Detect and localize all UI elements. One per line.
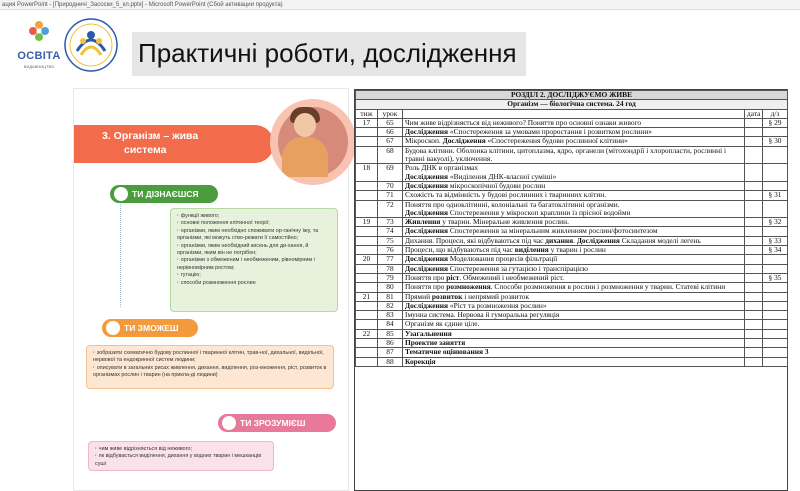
section-understand-box bbox=[88, 441, 274, 471]
cell-date bbox=[745, 255, 763, 264]
cell-week: 19 bbox=[356, 218, 378, 227]
cell-homework bbox=[763, 292, 788, 301]
cell-date bbox=[745, 273, 763, 282]
topic-keyword: ріст bbox=[446, 272, 460, 282]
section-can-label: ТИ ЗМОЖЕШ bbox=[124, 323, 179, 333]
cell-week bbox=[356, 137, 378, 146]
cell-date bbox=[745, 164, 763, 182]
topic-text: «Спостереження будови рослинної клітини» bbox=[485, 136, 628, 146]
topic-text: Роль ДНК в організмах bbox=[405, 163, 479, 173]
topic-text: Процеси, що відбуваються під час bbox=[405, 245, 515, 255]
cell-lesson: 66 bbox=[378, 128, 403, 137]
column-header-homework: д/з bbox=[763, 109, 788, 118]
cell-week bbox=[356, 181, 378, 190]
cell-homework bbox=[763, 146, 788, 164]
cell-homework bbox=[763, 311, 788, 320]
brain-icon bbox=[222, 416, 236, 430]
topic-text: «Спостереження за умовами проростання і розвитком рослини» bbox=[448, 127, 652, 137]
topic-keyword: Живлення bbox=[405, 217, 441, 227]
cell-date bbox=[745, 128, 763, 137]
cell-date bbox=[745, 320, 763, 329]
column-header-week: тиж bbox=[356, 109, 378, 118]
topic-text: Поняття про одноклітинні, колоніальні та багатоклітинні організми. bbox=[405, 199, 620, 209]
flower-icon bbox=[28, 20, 50, 44]
cell-lesson: 78 bbox=[378, 264, 403, 273]
cell-topic bbox=[403, 146, 745, 164]
list-item: · організми, яким необхідний кисень для ди-хання, й організми, яким він не потрібен; bbox=[177, 243, 331, 258]
cell-homework bbox=[763, 348, 788, 357]
cell-homework bbox=[763, 283, 788, 292]
cell-week: 18 bbox=[356, 164, 378, 182]
topic-keyword: Дослідження bbox=[405, 300, 449, 310]
table-row bbox=[356, 146, 788, 164]
cell-week: 20 bbox=[356, 255, 378, 264]
cell-week bbox=[356, 146, 378, 164]
column-header-lesson: урок bbox=[378, 109, 403, 118]
cell-week: 21 bbox=[356, 292, 378, 301]
cell-date bbox=[745, 264, 763, 273]
textbook-page bbox=[73, 88, 349, 491]
topic-keyword: виділення bbox=[514, 245, 549, 255]
curriculum-table bbox=[354, 89, 788, 491]
cell-date bbox=[745, 181, 763, 190]
topic-keyword: Дослідження bbox=[405, 226, 449, 236]
list-item: · гутацію; bbox=[177, 272, 331, 279]
window-titlebar: ация PowerPoint - [Природничі_Засоски_5_кл.pptx] - Microsoft PowerPoint (Сбой активации продукта) bbox=[0, 0, 800, 10]
cell-lesson: 72 bbox=[378, 200, 403, 218]
cell-lesson: 71 bbox=[378, 191, 403, 200]
list-item: · описувати в загальних рисах живлення, дихання, виділення, роз-множення, ріст, розвиток в організмах рослин і тварин (на прикла-ді людини) bbox=[93, 365, 327, 380]
cell-lesson: 84 bbox=[378, 320, 403, 329]
section-understand-badge bbox=[218, 414, 336, 432]
section-can-box bbox=[86, 345, 334, 389]
section-learn-label: ТИ ДІЗНАЄШСЯ ПРО bbox=[132, 189, 199, 217]
chapter-title bbox=[102, 129, 198, 157]
cell-homework: § 33 bbox=[763, 236, 788, 245]
list-item: · способи розмноження рослин bbox=[177, 280, 331, 287]
topic-text: Імунна система. Нервова й гуморальна регуляція bbox=[405, 310, 560, 320]
logo-wordmark: ОСВІТА bbox=[17, 50, 61, 62]
topic-text: Складання моделі легень bbox=[619, 235, 701, 245]
cell-lesson: 75 bbox=[378, 236, 403, 245]
table-row bbox=[356, 357, 788, 366]
list-item: · організми, яким необхідно споживати ор-ганічну їжу, та організми, які можуть ство-рювати її самостійно; bbox=[177, 228, 331, 243]
cell-date bbox=[745, 200, 763, 218]
osvita-logo bbox=[16, 20, 62, 78]
cell-week bbox=[356, 227, 378, 236]
cell-date bbox=[745, 311, 763, 320]
topic-keyword: Дослідження bbox=[405, 180, 449, 190]
cell-topic bbox=[403, 357, 745, 366]
cell-lesson: 73 bbox=[378, 218, 403, 227]
cell-homework: § 34 bbox=[763, 246, 788, 255]
chapter-photo bbox=[270, 99, 356, 185]
cell-homework: § 30 bbox=[763, 137, 788, 146]
column-header-date: дата bbox=[745, 109, 763, 118]
cell-homework bbox=[763, 255, 788, 264]
cell-week bbox=[356, 357, 378, 366]
cell-homework: § 32 bbox=[763, 218, 788, 227]
topic-text: Спостереження за гутацією і транспірацією bbox=[448, 263, 588, 273]
cell-week bbox=[356, 311, 378, 320]
cell-date bbox=[745, 329, 763, 338]
logo-subtitle: ВИДАВНИЦТВО bbox=[23, 64, 55, 69]
cell-week bbox=[356, 283, 378, 292]
topic-text: Мікроскоп. bbox=[405, 136, 443, 146]
hand-icon bbox=[106, 321, 120, 335]
cell-date bbox=[745, 146, 763, 164]
cell-date bbox=[745, 348, 763, 357]
table-row bbox=[356, 164, 788, 182]
topic-keyword: Узагальнення bbox=[405, 328, 452, 338]
cell-week bbox=[356, 273, 378, 282]
cell-date bbox=[745, 218, 763, 227]
topic-text: мікроскопічної будови рослин bbox=[448, 180, 546, 190]
cell-date bbox=[745, 246, 763, 255]
cell-week: 22 bbox=[356, 329, 378, 338]
cell-homework bbox=[763, 357, 788, 366]
topic-keyword: Тематичне оцінювання 3 bbox=[405, 347, 489, 357]
cell-date bbox=[745, 292, 763, 301]
chapter-title-line2: система bbox=[124, 144, 167, 156]
cell-week bbox=[356, 301, 378, 310]
cell-date bbox=[745, 283, 763, 292]
lightbulb-icon bbox=[114, 187, 128, 201]
cell-week bbox=[356, 348, 378, 357]
list-item: · організми з обмеженим і необмеженим, рівномірним і нерівномірним ростом; bbox=[177, 257, 331, 272]
cell-homework bbox=[763, 320, 788, 329]
cell-homework bbox=[763, 301, 788, 310]
cell-lesson: 82 bbox=[378, 301, 403, 310]
cell-date bbox=[745, 357, 763, 366]
list-item: · основні положення клітинної теорії; bbox=[177, 220, 331, 227]
cell-date bbox=[745, 236, 763, 245]
cell-week bbox=[356, 339, 378, 348]
section-can-badge bbox=[102, 319, 198, 337]
topic-keyword: Дослідження bbox=[576, 235, 620, 245]
cell-homework: § 35 bbox=[763, 273, 788, 282]
topic-keyword: Проектне заняття bbox=[405, 338, 466, 348]
topic-text: . bbox=[573, 235, 577, 245]
topic-text: Поняття про bbox=[405, 272, 447, 282]
table-row bbox=[356, 200, 788, 218]
cell-date bbox=[745, 301, 763, 310]
topic-keyword: Корекція bbox=[405, 356, 436, 366]
topic-text: Спостереження за мінеральним живленням рослин/фотосинтезом bbox=[448, 226, 658, 236]
cell-homework bbox=[763, 227, 788, 236]
topic-text: і непрямий розвиток bbox=[462, 291, 530, 301]
cell-week bbox=[356, 236, 378, 245]
cell-topic bbox=[403, 320, 745, 329]
cell-homework: § 31 bbox=[763, 191, 788, 200]
topic-keyword: дихання bbox=[545, 235, 574, 245]
cell-topic bbox=[403, 348, 745, 357]
topic-text: Будова клітини. Оболонка клітини, цитоплазма, ядро, органели (мітохондрії і хлоропласти, рослинні і травні вакуолі), уключення. bbox=[405, 145, 727, 164]
cell-date bbox=[745, 118, 763, 127]
cell-lesson: 80 bbox=[378, 283, 403, 292]
cell-homework: § 29 bbox=[763, 118, 788, 127]
section-learn-box bbox=[170, 208, 338, 312]
topic-text: Схожість та відмінність у будові рослинних і тваринних клітин. bbox=[405, 190, 607, 200]
cell-lesson: 83 bbox=[378, 311, 403, 320]
topic-keyword: Дослідження bbox=[405, 127, 449, 137]
cell-week bbox=[356, 264, 378, 273]
cell-lesson: 76 bbox=[378, 246, 403, 255]
table-heading: РОЗДІЛ 2. ДОСЛІДЖУЄМО ЖИВЕ bbox=[356, 91, 788, 100]
cell-lesson: 69 bbox=[378, 164, 403, 182]
cell-week: 17 bbox=[356, 118, 378, 127]
cell-lesson: 77 bbox=[378, 255, 403, 264]
cell-lesson: 87 bbox=[378, 348, 403, 357]
connector-line bbox=[120, 199, 121, 307]
cell-lesson: 81 bbox=[378, 292, 403, 301]
cell-lesson: 85 bbox=[378, 329, 403, 338]
topic-text: Прямий bbox=[405, 291, 432, 301]
cell-lesson: 70 bbox=[378, 181, 403, 190]
chapter-title-line1: 3. Організм – жива bbox=[102, 130, 199, 142]
topic-keyword: розвиток bbox=[431, 291, 463, 301]
topic-keyword: Дослідження bbox=[405, 207, 449, 217]
topic-keyword: Дослідження bbox=[405, 254, 449, 264]
cell-homework bbox=[763, 164, 788, 182]
cell-lesson: 74 bbox=[378, 227, 403, 236]
list-item: · функції живого; bbox=[177, 213, 331, 220]
slide-title: Практичні роботи, дослідження bbox=[138, 38, 517, 68]
topic-text: Спостереження у мікроскоп краплини із прісної водойми bbox=[448, 207, 631, 217]
cell-date bbox=[745, 339, 763, 348]
cell-week bbox=[356, 320, 378, 329]
section-understand-label: ТИ ЗРОЗУМІЄШ bbox=[240, 418, 306, 428]
cell-homework bbox=[763, 339, 788, 348]
list-item: · як відбувається виділення, дихання у водних тварин і мешканців суші bbox=[95, 453, 267, 468]
topic-text: Чим живе відрізняється від неживого? Поняття про основні ознаки живого bbox=[405, 117, 642, 127]
cell-homework bbox=[763, 200, 788, 218]
cell-week bbox=[356, 200, 378, 218]
table-subheading: Організм — біологічна система. 24 год bbox=[356, 100, 788, 109]
topic-keyword: розмноження bbox=[446, 282, 491, 292]
cell-date bbox=[745, 137, 763, 146]
cell-date bbox=[745, 191, 763, 200]
emblem-icon bbox=[63, 15, 119, 77]
cell-lesson: 79 bbox=[378, 273, 403, 282]
cell-lesson: 88 bbox=[378, 357, 403, 366]
cell-lesson: 65 bbox=[378, 118, 403, 127]
cell-topic bbox=[403, 164, 745, 182]
topic-text: у тварин. Мінеральне живлення рослин. bbox=[440, 217, 569, 227]
cell-week bbox=[356, 191, 378, 200]
cell-date bbox=[745, 227, 763, 236]
cell-lesson: 67 bbox=[378, 137, 403, 146]
topic-keyword: Дослідження bbox=[405, 171, 449, 181]
topic-text: Моделювання процесів фільтрації bbox=[448, 254, 558, 264]
list-item: · чим живе відрізняється від неживого; bbox=[95, 446, 267, 453]
topic-keyword: Дослідження bbox=[405, 263, 449, 273]
topic-text: Поняття про bbox=[405, 282, 447, 292]
slide-canvas bbox=[0, 10, 800, 491]
cell-week bbox=[356, 128, 378, 137]
topic-text: . Способи розмноження в рослин і розмноження у тварин. Статеві клітини bbox=[490, 282, 726, 292]
topic-text: у тварин і рослин bbox=[548, 245, 606, 255]
topic-text: Організм як єдине ціле. bbox=[405, 319, 480, 329]
cell-lesson: 86 bbox=[378, 339, 403, 348]
topic-text: . Обмежений і необмежений ріст. bbox=[459, 272, 564, 282]
topic-keyword: Дослідження bbox=[442, 136, 486, 146]
cell-homework bbox=[763, 329, 788, 338]
cell-lesson: 68 bbox=[378, 146, 403, 164]
topic-text: Дихання. Процеси, які відбуваються під час bbox=[405, 235, 546, 245]
list-item: · зобразити схематично будову рослинної і тваринної клітин, трав-ної, дихальної, видільної, нервової та ендокринної систем людини; bbox=[93, 350, 327, 365]
cell-topic bbox=[403, 200, 745, 218]
topic-text: «Виділення ДНК-власної суміші» bbox=[448, 171, 557, 181]
topic-text: «Ріст та розмноження рослин» bbox=[448, 300, 547, 310]
